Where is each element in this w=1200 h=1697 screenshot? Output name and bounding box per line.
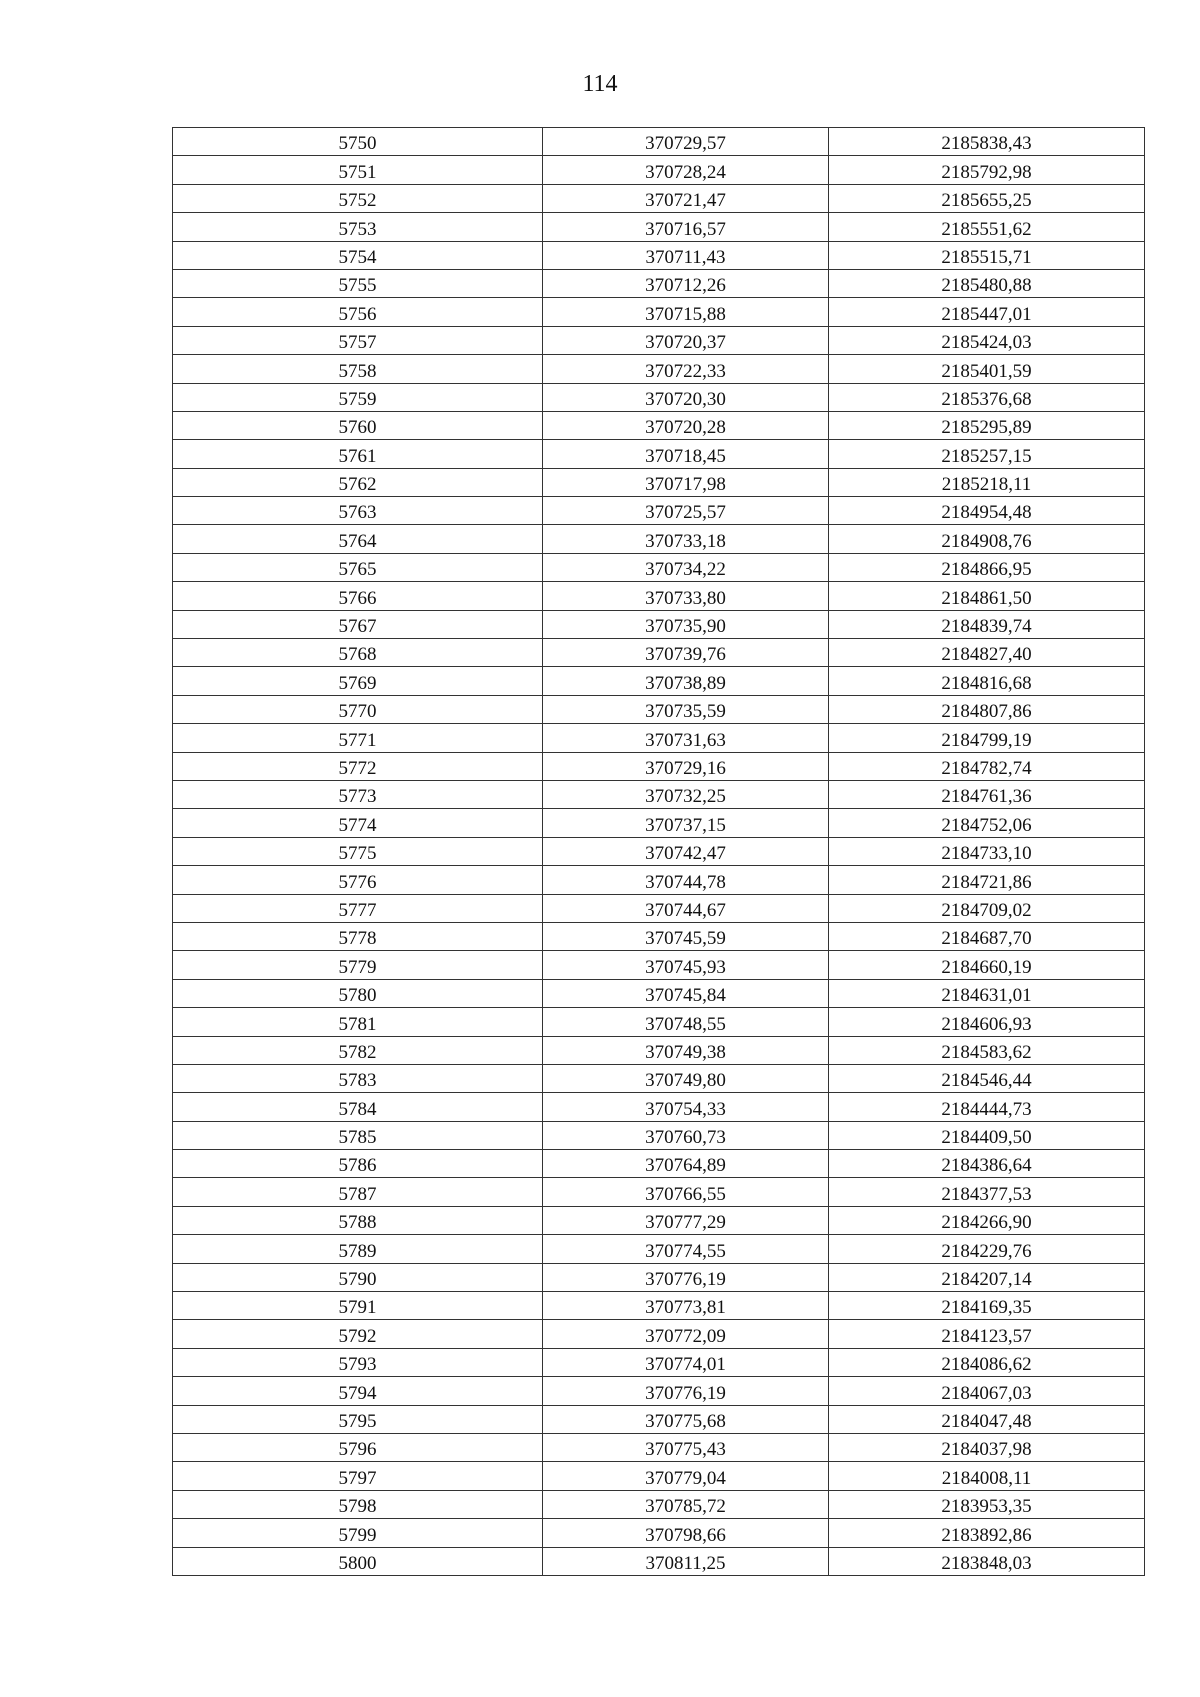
coordinates-table-body	[173, 128, 1145, 1576]
table-row	[173, 326, 1145, 354]
table-row	[173, 1036, 1145, 1064]
x-coordinate-cell: 370754,33	[543, 1093, 829, 1121]
table-row	[173, 525, 1145, 553]
x-coordinate-cell: 370775,68	[543, 1405, 829, 1433]
table-row	[173, 411, 1145, 439]
x-coordinate-cell: 370720,28	[543, 411, 829, 439]
point-number-cell: 5789	[173, 1235, 543, 1263]
x-coordinate-cell: 370735,90	[543, 610, 829, 638]
point-number-cell: 5756	[173, 298, 543, 326]
table-row	[173, 1547, 1145, 1575]
point-number-cell: 5767	[173, 610, 543, 638]
y-coordinate-cell: 2184037,98	[829, 1433, 1145, 1461]
y-coordinate-cell: 2184782,74	[829, 752, 1145, 780]
y-coordinate-cell: 2184687,70	[829, 922, 1145, 950]
y-coordinate-cell: 2184047,48	[829, 1405, 1145, 1433]
x-coordinate-cell: 370731,63	[543, 724, 829, 752]
y-coordinate-cell: 2184266,90	[829, 1206, 1145, 1234]
x-coordinate-cell: 370733,80	[543, 582, 829, 610]
point-number-cell: 5788	[173, 1206, 543, 1234]
table-row	[173, 383, 1145, 411]
y-coordinate-cell: 2184839,74	[829, 610, 1145, 638]
point-number-cell: 5754	[173, 241, 543, 269]
x-coordinate-cell: 370717,98	[543, 468, 829, 496]
table-row	[173, 610, 1145, 638]
x-coordinate-cell: 370744,67	[543, 894, 829, 922]
point-number-cell: 5768	[173, 639, 543, 667]
point-number-cell: 5793	[173, 1348, 543, 1376]
point-number-cell: 5751	[173, 156, 543, 184]
table-row	[173, 951, 1145, 979]
table-row	[173, 1490, 1145, 1518]
table-row	[173, 695, 1145, 723]
point-number-cell: 5769	[173, 667, 543, 695]
x-coordinate-cell: 370760,73	[543, 1121, 829, 1149]
point-number-cell: 5776	[173, 866, 543, 894]
point-number-cell: 5796	[173, 1433, 543, 1461]
x-coordinate-cell: 370764,89	[543, 1150, 829, 1178]
point-number-cell: 5766	[173, 582, 543, 610]
x-coordinate-cell: 370737,15	[543, 809, 829, 837]
point-number-cell: 5780	[173, 979, 543, 1007]
x-coordinate-cell: 370735,59	[543, 695, 829, 723]
y-coordinate-cell: 2184908,76	[829, 525, 1145, 553]
x-coordinate-cell: 370718,45	[543, 440, 829, 468]
y-coordinate-cell: 2184866,95	[829, 553, 1145, 581]
y-coordinate-cell: 2184606,93	[829, 1008, 1145, 1036]
table-row	[173, 979, 1145, 1007]
x-coordinate-cell: 370766,55	[543, 1178, 829, 1206]
point-number-cell: 5775	[173, 837, 543, 865]
x-coordinate-cell: 370739,76	[543, 639, 829, 667]
x-coordinate-cell: 370725,57	[543, 497, 829, 525]
x-coordinate-cell: 370774,55	[543, 1235, 829, 1263]
y-coordinate-cell: 2185376,68	[829, 383, 1145, 411]
y-coordinate-cell: 2184827,40	[829, 639, 1145, 667]
table-row	[173, 440, 1145, 468]
coordinates-table	[172, 127, 1145, 1576]
x-coordinate-cell: 370712,26	[543, 269, 829, 297]
x-coordinate-cell: 370774,01	[543, 1348, 829, 1376]
x-coordinate-cell: 370773,81	[543, 1292, 829, 1320]
table-row	[173, 1377, 1145, 1405]
table-row	[173, 1235, 1145, 1263]
table-row	[173, 269, 1145, 297]
x-coordinate-cell: 370738,89	[543, 667, 829, 695]
table-row	[173, 639, 1145, 667]
x-coordinate-cell: 370811,25	[543, 1547, 829, 1575]
y-coordinate-cell: 2185218,11	[829, 468, 1145, 496]
y-coordinate-cell: 2184123,57	[829, 1320, 1145, 1348]
point-number-cell: 5785	[173, 1121, 543, 1149]
table-row	[173, 752, 1145, 780]
point-number-cell: 5795	[173, 1405, 543, 1433]
point-number-cell: 5762	[173, 468, 543, 496]
y-coordinate-cell: 2184386,64	[829, 1150, 1145, 1178]
y-coordinate-cell: 2184660,19	[829, 951, 1145, 979]
y-coordinate-cell: 2183848,03	[829, 1547, 1145, 1575]
table-row	[173, 1064, 1145, 1092]
y-coordinate-cell: 2184067,03	[829, 1377, 1145, 1405]
x-coordinate-cell: 370733,18	[543, 525, 829, 553]
y-coordinate-cell: 2185792,98	[829, 156, 1145, 184]
y-coordinate-cell: 2184709,02	[829, 894, 1145, 922]
y-coordinate-cell: 2185655,25	[829, 184, 1145, 212]
point-number-cell: 5794	[173, 1377, 543, 1405]
x-coordinate-cell: 370785,72	[543, 1490, 829, 1518]
y-coordinate-cell: 2185447,01	[829, 298, 1145, 326]
y-coordinate-cell: 2184816,68	[829, 667, 1145, 695]
y-coordinate-cell: 2183892,86	[829, 1519, 1145, 1547]
x-coordinate-cell: 370772,09	[543, 1320, 829, 1348]
x-coordinate-cell: 370777,29	[543, 1206, 829, 1234]
y-coordinate-cell: 2184207,14	[829, 1263, 1145, 1291]
point-number-cell: 5792	[173, 1320, 543, 1348]
table-row	[173, 1206, 1145, 1234]
table-row	[173, 213, 1145, 241]
table-row	[173, 582, 1145, 610]
point-number-cell: 5779	[173, 951, 543, 979]
point-number-cell: 5770	[173, 695, 543, 723]
page-number: 114	[582, 71, 618, 97]
point-number-cell: 5760	[173, 411, 543, 439]
y-coordinate-cell: 2184733,10	[829, 837, 1145, 865]
point-number-cell: 5771	[173, 724, 543, 752]
y-coordinate-cell: 2184631,01	[829, 979, 1145, 1007]
y-coordinate-cell: 2184377,53	[829, 1178, 1145, 1206]
x-coordinate-cell: 370729,57	[543, 128, 829, 156]
y-coordinate-cell: 2184008,11	[829, 1462, 1145, 1490]
table-row	[173, 184, 1145, 212]
point-number-cell: 5800	[173, 1547, 543, 1575]
point-number-cell: 5753	[173, 213, 543, 241]
x-coordinate-cell: 370742,47	[543, 837, 829, 865]
point-number-cell: 5774	[173, 809, 543, 837]
point-number-cell: 5778	[173, 922, 543, 950]
point-number-cell: 5781	[173, 1008, 543, 1036]
x-coordinate-cell: 370732,25	[543, 780, 829, 808]
table-row	[173, 553, 1145, 581]
x-coordinate-cell: 370728,24	[543, 156, 829, 184]
y-coordinate-cell: 2184229,76	[829, 1235, 1145, 1263]
y-coordinate-cell: 2184721,86	[829, 866, 1145, 894]
table-row	[173, 1462, 1145, 1490]
table-row	[173, 156, 1145, 184]
point-number-cell: 5791	[173, 1292, 543, 1320]
x-coordinate-cell: 370745,93	[543, 951, 829, 979]
y-coordinate-cell: 2184583,62	[829, 1036, 1145, 1064]
point-number-cell: 5765	[173, 553, 543, 581]
x-coordinate-cell: 370749,38	[543, 1036, 829, 1064]
x-coordinate-cell: 370729,16	[543, 752, 829, 780]
x-coordinate-cell: 370745,59	[543, 922, 829, 950]
x-coordinate-cell: 370720,37	[543, 326, 829, 354]
point-number-cell: 5787	[173, 1178, 543, 1206]
table-row	[173, 922, 1145, 950]
table-row	[173, 1405, 1145, 1433]
point-number-cell: 5797	[173, 1462, 543, 1490]
table-row	[173, 1292, 1145, 1320]
table-row	[173, 1320, 1145, 1348]
point-number-cell: 5786	[173, 1150, 543, 1178]
table-row	[173, 298, 1145, 326]
table-row	[173, 1008, 1145, 1036]
table-row	[173, 1150, 1145, 1178]
table-row	[173, 1348, 1145, 1376]
x-coordinate-cell: 370775,43	[543, 1433, 829, 1461]
y-coordinate-cell: 2184799,19	[829, 724, 1145, 752]
point-number-cell: 5777	[173, 894, 543, 922]
x-coordinate-cell: 370749,80	[543, 1064, 829, 1092]
y-coordinate-cell: 2185838,43	[829, 128, 1145, 156]
table-row	[173, 1433, 1145, 1461]
y-coordinate-cell: 2184807,86	[829, 695, 1145, 723]
y-coordinate-cell: 2184752,06	[829, 809, 1145, 837]
x-coordinate-cell: 370722,33	[543, 355, 829, 383]
x-coordinate-cell: 370776,19	[543, 1263, 829, 1291]
table-row	[173, 809, 1145, 837]
y-coordinate-cell: 2184444,73	[829, 1093, 1145, 1121]
x-coordinate-cell: 370711,43	[543, 241, 829, 269]
y-coordinate-cell: 2185257,15	[829, 440, 1145, 468]
point-number-cell: 5773	[173, 780, 543, 808]
point-number-cell: 5782	[173, 1036, 543, 1064]
x-coordinate-cell: 370715,88	[543, 298, 829, 326]
point-number-cell: 5752	[173, 184, 543, 212]
table-row	[173, 128, 1145, 156]
table-row	[173, 355, 1145, 383]
point-number-cell: 5750	[173, 128, 543, 156]
point-number-cell: 5759	[173, 383, 543, 411]
point-number-cell: 5758	[173, 355, 543, 383]
y-coordinate-cell: 2185424,03	[829, 326, 1145, 354]
point-number-cell: 5799	[173, 1519, 543, 1547]
x-coordinate-cell: 370744,78	[543, 866, 829, 894]
y-coordinate-cell: 2184761,36	[829, 780, 1145, 808]
x-coordinate-cell: 370779,04	[543, 1462, 829, 1490]
point-number-cell: 5764	[173, 525, 543, 553]
y-coordinate-cell: 2185295,89	[829, 411, 1145, 439]
y-coordinate-cell: 2184169,35	[829, 1292, 1145, 1320]
table-row	[173, 667, 1145, 695]
table-row	[173, 241, 1145, 269]
point-number-cell: 5798	[173, 1490, 543, 1518]
x-coordinate-cell: 370798,66	[543, 1519, 829, 1547]
table-row	[173, 1519, 1145, 1547]
table-row	[173, 497, 1145, 525]
table-row	[173, 894, 1145, 922]
point-number-cell: 5783	[173, 1064, 543, 1092]
point-number-cell: 5790	[173, 1263, 543, 1291]
y-coordinate-cell: 2185515,71	[829, 241, 1145, 269]
point-number-cell: 5772	[173, 752, 543, 780]
x-coordinate-cell: 370748,55	[543, 1008, 829, 1036]
point-number-cell: 5763	[173, 497, 543, 525]
x-coordinate-cell: 370716,57	[543, 213, 829, 241]
table-row	[173, 724, 1145, 752]
table-row	[173, 866, 1145, 894]
y-coordinate-cell: 2185551,62	[829, 213, 1145, 241]
table-row	[173, 1121, 1145, 1149]
table-row	[173, 468, 1145, 496]
y-coordinate-cell: 2184954,48	[829, 497, 1145, 525]
table-row	[173, 780, 1145, 808]
x-coordinate-cell: 370734,22	[543, 553, 829, 581]
x-coordinate-cell: 370776,19	[543, 1377, 829, 1405]
table-row	[173, 1178, 1145, 1206]
point-number-cell: 5755	[173, 269, 543, 297]
point-number-cell: 5761	[173, 440, 543, 468]
x-coordinate-cell: 370745,84	[543, 979, 829, 1007]
y-coordinate-cell: 2184086,62	[829, 1348, 1145, 1376]
y-coordinate-cell: 2184861,50	[829, 582, 1145, 610]
y-coordinate-cell: 2185480,88	[829, 269, 1145, 297]
table-row	[173, 837, 1145, 865]
y-coordinate-cell: 2184409,50	[829, 1121, 1145, 1149]
x-coordinate-cell: 370720,30	[543, 383, 829, 411]
point-number-cell: 5784	[173, 1093, 543, 1121]
y-coordinate-cell: 2183953,35	[829, 1490, 1145, 1518]
point-number-cell: 5757	[173, 326, 543, 354]
y-coordinate-cell: 2185401,59	[829, 355, 1145, 383]
x-coordinate-cell: 370721,47	[543, 184, 829, 212]
table-row	[173, 1093, 1145, 1121]
table-row	[173, 1263, 1145, 1291]
y-coordinate-cell: 2184546,44	[829, 1064, 1145, 1092]
